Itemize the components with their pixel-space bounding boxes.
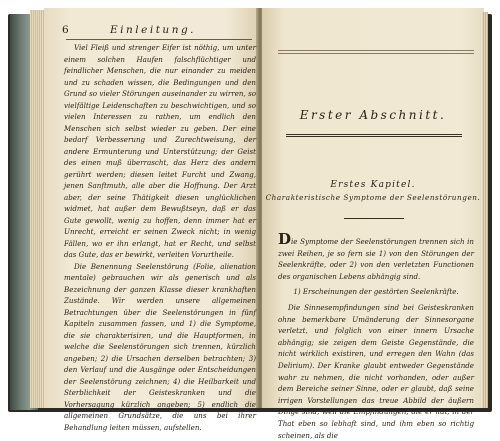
page-number: 6	[62, 24, 69, 36]
section-rule-double	[286, 136, 462, 137]
chapter-title: Erstes Kapitel.	[330, 180, 416, 190]
running-head: Einleitung.	[110, 24, 197, 36]
top-rule-double	[278, 53, 474, 54]
section-rule	[286, 134, 462, 135]
intro-paragraph	[278, 230, 474, 282]
header-rule	[66, 39, 252, 40]
page-edges-right	[482, 12, 488, 408]
right-page-body	[278, 230, 474, 441]
chapter-rule	[344, 218, 404, 219]
left-page-body	[64, 42, 256, 433]
top-rule	[278, 50, 474, 51]
intro-text: ie Symptome der Seelenstörungen trennen sich in zwei Reihen, je so fern sie 1) von den Störungen der Seelenkräfte, oder 2) von den verletzten Functionen des organischen Lebens abhängig sind.	[278, 237, 474, 281]
drop-cap: D	[278, 230, 292, 248]
left-paragraph: Die Benennung Seelenstörung (Folie, alienation mentale) gebrauchen wir als generisch und als Bezeichnung der ganzen Klasse dieser krankhaften Zustände. Wir werden unsere allgemeinen Betrachtungen über die Seelenstörungen in fünf Kapiteln zusammen fassen, und 1) die Symptome, die sie charakterisiren, und die Hauptformen, in welche die Seelenstörungen sich trennen, kürzlich angeben; 2) die Ursachen derselben betrachten; 3) den Verlauf und die Ausgänge oder Entscheidungen der Seelenstörung zeichnen; 4) die Heilbarkeit und Sterblichkeit der Geisteskranken und die Vorhersagung kürzlich angeben; 5) endlich die allgemeinen Grundsätze, die uns bei ihrer Behandlung leiten müssen, aufstellen.	[64, 261, 256, 432]
right-paragraph: Die Sinnesempfindungen sind bei Geisteskranken ohne bemerkbare Umänderung der Sinnesorgane verletzt, und folglich von einer innern Ursache abhängig; sie zeigen dem Geiste Gegenstände, die nicht wirklich existiren, und erregen den Wahn (das Delirium). Der Kranke glaubt entweder Gegenstände wahr zu nehmen, die nicht vorhanden, oder außer dem Bereiche seiner Sinne, oder er glaubt, daß seine irrigen Vorstellungen das treue Abbild der äußern Dinge sind, weil die Empfindungen, die er hat, in der That eben so lebhaft sind, und ihm eben so richtig scheinen, als die	[278, 302, 474, 440]
chapter-subtitle: Charakteristische Symptome der Seelenstörungen.	[265, 193, 481, 202]
section-title: Erster Abschnitt.	[299, 108, 447, 122]
subheading: 1) Erscheinungen der gestörten Seelenkräfte.	[293, 287, 459, 297]
left-paragraph: Viel Fleiß und strenger Eifer ist nöthig, um unter einem solchen Haufen falschflüchtiger und feindlicher Menschen, die nur einander zu meiden und zu schaden wissen, die Bedingungen und den Grund so vieler Störungen auseinander zu wirren, so vielfältige Leidenschaften zu beschwichtigen, und so vielen Interessen zu rathen, um endlich den Menschen sich selbst wieder zu geben. Der eine bedarf Verbesserung und Zurechtweisung, der andere Ermunterung und Unterstützung; der Geist des einen muß überrascht, das Herz des andern gerührt werden; diesen leitet Furcht und Zwang, jenen Sanftmuth, alle aber die Hoffnung. Der Arzt aber, der seine Thätigkeit diesen unglücklichen widmet, hat außer dem Bewußtseyn, daß er das Gute gewollt, wenig zu hoffen, denn immer hat er Unrecht, erreicht er seinen Zweck nicht; in wenig Fällen, wo er ihn erlangt, hat er Recht, und selbst das Gute, das er bewirkt, verleiten Vorurtheile.	[64, 43, 256, 259]
